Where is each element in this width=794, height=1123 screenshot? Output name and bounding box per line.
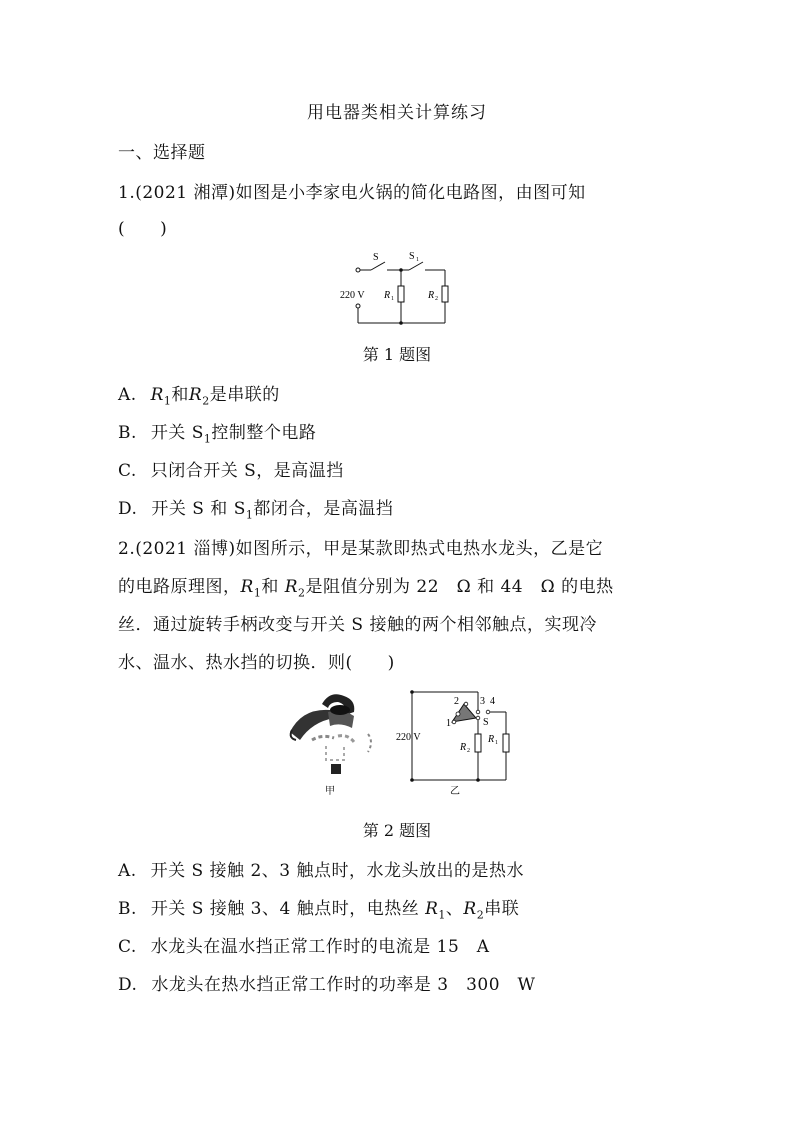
option-text: 水龙头在热水挡正常工作时的功率是 3 300 W: [151, 975, 536, 995]
q2-label-jia: 甲: [325, 786, 335, 797]
q1-r1-label: R: [384, 290, 391, 301]
var-sub: 1: [163, 394, 172, 408]
q2-circuit-diagram: [388, 682, 528, 798]
var-sub: 1: [438, 908, 446, 922]
option-text: 开关 S 和 S: [151, 499, 246, 519]
q2-stem-line3: 丝．通过旋转手柄改变与开关 S 接触的两个相邻触点，实现冷: [118, 615, 597, 635]
q1-switch-s1-sub: 1: [416, 257, 419, 263]
option-letter: C.: [118, 461, 137, 481]
q1-circuit-diagram: [335, 246, 465, 330]
q1-stem-line1: 1.(2021 湘潭)如图是小李家电火锅的简化电路图，由图可知: [118, 183, 586, 203]
q2-source-label: 220 V: [396, 732, 421, 743]
option-letter: B.: [118, 899, 137, 919]
q2-option-c: [118, 932, 490, 957]
q2-stem-line2: [118, 572, 614, 599]
var-sub: 1: [253, 586, 262, 600]
option-letter: A.: [118, 861, 137, 881]
option-text: 是串联的: [209, 385, 280, 405]
var-r: R: [150, 385, 164, 405]
q1-option-c: [118, 456, 344, 481]
q2-option-b: [118, 894, 519, 921]
q2-stem-line1: 2.(2021 淄博)如图所示，甲是某款即热式电热水龙头，乙是它: [118, 539, 604, 559]
option-text: 控制整个电路: [211, 423, 317, 443]
q2-r1-sub: 1: [495, 740, 498, 746]
q2-contact-4: 4: [490, 696, 495, 707]
option-text: 开关 S 接触 2、3 触点时，水龙头放出的是热水: [150, 861, 524, 881]
q1-option-d: [118, 494, 393, 521]
q2-contact-2: 2: [454, 696, 459, 707]
q2-r2-label: R: [460, 742, 467, 753]
q2-faucet-image: [282, 682, 382, 798]
option-text: 开关 S: [150, 423, 204, 443]
q1-r1-sub: 1: [391, 296, 394, 302]
q1-r2-label: R: [428, 290, 435, 301]
var-sub: 2: [298, 586, 306, 600]
page-title: 用电器类相关计算练习: [307, 103, 487, 123]
var-sub: 2: [202, 394, 210, 408]
var-r: R: [463, 899, 477, 919]
q2-option-a: [118, 856, 524, 881]
var-r: R: [425, 899, 439, 919]
option-text: 串联: [484, 899, 520, 919]
q2-r1-label: R: [488, 734, 495, 745]
q2-contact-3: 3: [480, 696, 485, 707]
option-letter: C.: [118, 937, 137, 957]
stem-text: 和: [261, 577, 285, 597]
q2-stem-line4: 水、温水、热水挡的切换．则( ): [118, 653, 395, 673]
q2-r2-sub: 2: [467, 748, 470, 754]
option-text: 只闭合开关 S，是高温挡: [150, 461, 344, 481]
option-text: 都闭合，是高温挡: [253, 499, 394, 519]
q1-switch-s1-label: S: [409, 251, 415, 262]
q1-option-a: [118, 380, 280, 407]
option-text: 水龙头在温水挡正常工作时的电流是 15 A: [150, 937, 490, 957]
q1-switch-s-label: S: [373, 252, 379, 263]
option-letter: D.: [118, 499, 138, 519]
option-letter: B.: [118, 423, 137, 443]
q1-option-b: [118, 418, 316, 445]
q1-source-label: 220 V: [340, 290, 365, 301]
stem-text: 是阻值分别为 22 Ω 和 44 Ω 的电热: [305, 577, 614, 597]
q2-figure-caption: 第 2 题图: [362, 821, 432, 840]
q2-label-yi: 乙: [450, 786, 460, 797]
option-text: 开关 S 接触 3、4 触点时，电热丝: [150, 899, 426, 919]
option-text: 和: [171, 385, 189, 405]
option-letter: D.: [118, 975, 138, 995]
var-sub: 2: [476, 908, 485, 922]
q2-switch-label: S: [483, 717, 489, 728]
q2-contact-1: 1: [446, 718, 451, 729]
q1-stem-line2: ( ): [118, 219, 168, 239]
q1-r2-sub: 2: [435, 296, 438, 302]
var-sub: 1: [245, 508, 254, 522]
section-heading: 一、选择题: [118, 143, 206, 163]
var-sub: 1: [203, 432, 212, 446]
option-text: 、: [445, 899, 464, 919]
stem-text: 的电路原理图，: [118, 577, 241, 597]
var-r: R: [188, 385, 203, 405]
q1-figure-caption: 第 1 题图: [362, 345, 432, 364]
var-r: R: [284, 577, 299, 597]
var-r: R: [240, 577, 254, 597]
option-letter: A.: [118, 385, 137, 405]
q2-option-d: [118, 970, 535, 995]
